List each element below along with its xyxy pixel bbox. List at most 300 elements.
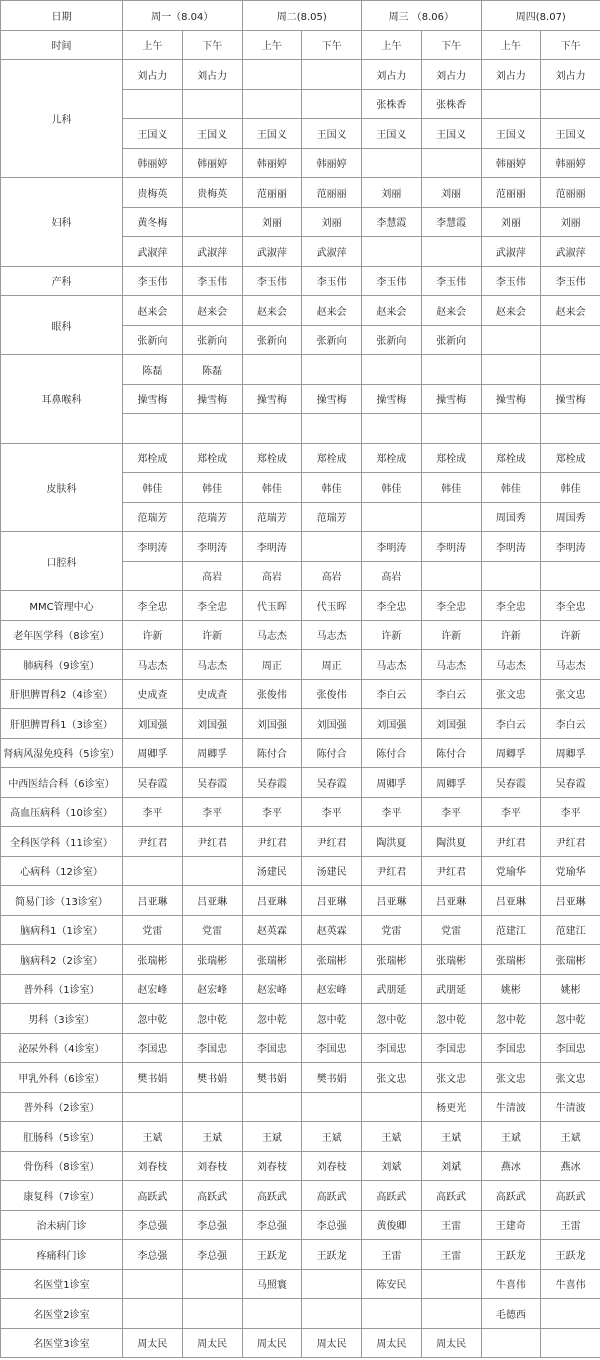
doctor-cell: 刘占力	[541, 60, 600, 90]
department-name: 疼痛科门诊	[1, 1240, 123, 1270]
doctor-cell: 刘春枝	[242, 1151, 302, 1181]
doctor-cell: 杨更光	[421, 1092, 481, 1122]
doctor-cell: 范丽丽	[541, 178, 600, 208]
doctor-cell: 李明涛	[362, 532, 422, 562]
doctor-cell: 赵来会	[123, 296, 183, 326]
doctor-cell	[242, 355, 302, 385]
doctor-cell	[481, 414, 541, 444]
doctor-cell: 忽中乾	[182, 1004, 242, 1034]
doctor-cell: 尹红君	[481, 827, 541, 857]
doctor-cell	[362, 414, 422, 444]
doctor-cell: 吕亚琳	[182, 886, 242, 916]
doctor-cell: 王国义	[182, 119, 242, 149]
schedule-row	[1, 679, 600, 709]
doctor-cell: 韩丽婷	[123, 148, 183, 178]
doctor-cell: 李全忠	[182, 591, 242, 621]
doctor-cell: 李平	[362, 797, 422, 827]
doctor-cell: 许新	[541, 620, 600, 650]
doctor-cell: 尹红君	[421, 856, 481, 886]
doctor-cell: 陈付合	[242, 738, 302, 768]
doctor-cell: 王国义	[123, 119, 183, 149]
schedule-row	[1, 1122, 600, 1152]
pm-header: 下午	[302, 30, 362, 60]
schedule-row	[1, 886, 600, 916]
doctor-cell: 操雪梅	[182, 384, 242, 414]
department-name: 脑病科1（1诊室）	[1, 915, 123, 945]
doctor-cell	[302, 355, 362, 385]
department-name: 皮肤科	[1, 443, 123, 532]
department-name: 老年医学科（8诊室）	[1, 620, 123, 650]
department-name: 简易门诊（13诊室）	[1, 886, 123, 916]
doctor-cell: 周太民	[362, 1328, 422, 1358]
doctor-cell: 高岩	[362, 561, 422, 591]
doctor-cell: 刘丽	[302, 207, 362, 237]
doctor-cell: 忽中乾	[541, 1004, 600, 1034]
doctor-cell	[481, 1328, 541, 1358]
schedule-row	[1, 1328, 600, 1358]
doctor-cell: 李全忠	[541, 591, 600, 621]
doctor-cell: 武淑萍	[242, 237, 302, 267]
doctor-cell: 张瑞彬	[481, 945, 541, 975]
doctor-cell	[421, 1269, 481, 1299]
header-date-row	[1, 1, 600, 31]
doctor-cell: 韩佳	[421, 473, 481, 503]
doctor-cell: 周太民	[182, 1328, 242, 1358]
doctor-cell: 武朋延	[362, 974, 422, 1004]
department-name: 肝胆脾胃科1（3诊室）	[1, 709, 123, 739]
doctor-cell	[362, 355, 422, 385]
schedule-row	[1, 1210, 600, 1240]
department-name: 男科（3诊室）	[1, 1004, 123, 1034]
department-name: 骨伤科（8诊室）	[1, 1151, 123, 1181]
doctor-cell: 党雷	[123, 915, 183, 945]
doctor-cell: 赵来会	[421, 296, 481, 326]
doctor-cell: 燕冰	[541, 1151, 600, 1181]
doctor-cell: 李国忠	[541, 1033, 600, 1063]
doctor-cell	[242, 89, 302, 119]
doctor-cell: 吕亚琳	[302, 886, 362, 916]
doctor-cell: 李总强	[123, 1240, 183, 1270]
doctor-cell: 党雷	[182, 915, 242, 945]
doctor-cell: 许新	[421, 620, 481, 650]
doctor-cell: 党瑜华	[481, 856, 541, 886]
doctor-cell: 王雷	[362, 1240, 422, 1270]
department-name: 心病科（12诊室）	[1, 856, 123, 886]
department-name: 肾病风湿免疫科（5诊室）	[1, 738, 123, 768]
doctor-cell: 吴春霞	[182, 768, 242, 798]
doctor-cell: 赵来会	[541, 296, 600, 326]
doctor-cell: 史成查	[182, 679, 242, 709]
doctor-cell: 忽中乾	[421, 1004, 481, 1034]
doctor-cell: 王斌	[481, 1122, 541, 1152]
doctor-cell: 吕亚琳	[541, 886, 600, 916]
schedule-row	[1, 1033, 600, 1063]
schedule-row	[1, 945, 600, 975]
doctor-cell: 赵宏峰	[182, 974, 242, 1004]
doctor-cell	[481, 561, 541, 591]
doctor-cell: 范丽丽	[302, 178, 362, 208]
doctor-cell: 李平	[421, 797, 481, 827]
doctor-cell: 周卿孚	[362, 768, 422, 798]
schedule-row	[1, 709, 600, 739]
doctor-cell	[242, 1299, 302, 1329]
doctor-cell: 李平	[182, 797, 242, 827]
doctor-cell: 周国秀	[481, 502, 541, 532]
doctor-cell	[302, 1269, 362, 1299]
doctor-cell: 赵来会	[302, 296, 362, 326]
pm-header: 下午	[541, 30, 600, 60]
doctor-cell	[302, 89, 362, 119]
doctor-cell: 马志杰	[421, 650, 481, 680]
doctor-cell: 张瑞彬	[123, 945, 183, 975]
doctor-cell: 范建江	[481, 915, 541, 945]
doctor-cell: 王国义	[541, 119, 600, 149]
doctor-cell: 张文忠	[481, 679, 541, 709]
doctor-cell: 王雷	[541, 1210, 600, 1240]
doctor-cell: 吕亚琳	[421, 886, 481, 916]
doctor-cell: 张瑞彬	[242, 945, 302, 975]
doctor-cell: 刘丽	[541, 207, 600, 237]
day-header-tue: 周二(8.05)	[242, 1, 362, 31]
doctor-cell: 吕亚琳	[123, 886, 183, 916]
doctor-cell: 郑栓成	[362, 443, 422, 473]
doctor-cell: 赵来会	[481, 296, 541, 326]
doctor-cell: 刘国强	[421, 709, 481, 739]
department-name: 产科	[1, 266, 123, 296]
doctor-cell: 赵宏峰	[123, 974, 183, 1004]
schedule-row	[1, 738, 600, 768]
doctor-cell: 郑栓成	[123, 443, 183, 473]
doctor-cell: 李全忠	[123, 591, 183, 621]
doctor-cell: 韩佳	[541, 473, 600, 503]
day-header-mon: 周一（8.04）	[123, 1, 243, 31]
doctor-cell: 刘丽	[362, 178, 422, 208]
doctor-cell: 陈安民	[362, 1269, 422, 1299]
time-header-cell: 时间	[1, 30, 123, 60]
doctor-cell	[481, 355, 541, 385]
doctor-cell	[123, 1092, 183, 1122]
doctor-cell: 王雷	[421, 1240, 481, 1270]
doctor-cell: 郑栓成	[481, 443, 541, 473]
doctor-cell: 刘占力	[123, 60, 183, 90]
doctor-cell: 陶洪夏	[362, 827, 422, 857]
schedule-row	[1, 915, 600, 945]
doctor-cell	[182, 1299, 242, 1329]
doctor-cell	[242, 1092, 302, 1122]
doctor-cell: 韩佳	[242, 473, 302, 503]
doctor-cell: 李总强	[182, 1210, 242, 1240]
doctor-cell: 韩丽婷	[481, 148, 541, 178]
department-name: 名医堂3诊室	[1, 1328, 123, 1358]
doctor-cell: 武淑萍	[182, 237, 242, 267]
doctor-cell	[541, 89, 600, 119]
doctor-cell: 贵梅英	[123, 178, 183, 208]
doctor-cell: 刘丽	[421, 178, 481, 208]
doctor-cell: 忽中乾	[302, 1004, 362, 1034]
department-name: 脑病科2（2诊室）	[1, 945, 123, 975]
day-header-wed: 周三 （8.06）	[362, 1, 482, 31]
doctor-cell	[302, 532, 362, 562]
doctor-cell: 马志杰	[362, 650, 422, 680]
doctor-cell: 王建奇	[481, 1210, 541, 1240]
doctor-cell: 刘国强	[302, 709, 362, 739]
doctor-cell: 张文忠	[362, 1063, 422, 1093]
doctor-cell: 李玉伟	[541, 266, 600, 296]
doctor-cell: 李慧霞	[421, 207, 481, 237]
doctor-cell	[123, 414, 183, 444]
doctor-cell	[421, 414, 481, 444]
doctor-cell: 李全忠	[362, 591, 422, 621]
doctor-cell: 王跃龙	[242, 1240, 302, 1270]
doctor-cell: 郑栓成	[242, 443, 302, 473]
doctor-cell: 范丽丽	[481, 178, 541, 208]
doctor-cell	[541, 414, 600, 444]
doctor-cell	[302, 414, 362, 444]
doctor-cell: 武淑萍	[302, 237, 362, 267]
doctor-cell: 张新向	[362, 325, 422, 355]
doctor-cell: 郑栓成	[302, 443, 362, 473]
doctor-cell: 王斌	[182, 1122, 242, 1152]
doctor-cell: 赵来会	[182, 296, 242, 326]
schedule-row	[1, 178, 600, 208]
doctor-cell	[182, 1269, 242, 1299]
doctor-cell	[362, 502, 422, 532]
doctor-cell: 赵来会	[362, 296, 422, 326]
doctor-cell: 吴春霞	[302, 768, 362, 798]
doctor-cell: 王跃龙	[302, 1240, 362, 1270]
doctor-cell	[541, 325, 600, 355]
doctor-cell: 王国义	[362, 119, 422, 149]
doctor-cell	[481, 325, 541, 355]
doctor-cell	[182, 856, 242, 886]
doctor-cell: 张瑞彬	[421, 945, 481, 975]
doctor-cell: 高岩	[302, 561, 362, 591]
doctor-cell: 张新向	[182, 325, 242, 355]
doctor-cell: 操雪梅	[242, 384, 302, 414]
doctor-cell: 刘占力	[182, 60, 242, 90]
schedule-row	[1, 1092, 600, 1122]
doctor-cell: 赵英霖	[242, 915, 302, 945]
doctor-cell: 范建江	[541, 915, 600, 945]
doctor-cell: 李明涛	[242, 532, 302, 562]
doctor-cell: 王国义	[242, 119, 302, 149]
doctor-cell	[182, 1092, 242, 1122]
day-header-thu: 周四(8.07)	[481, 1, 600, 31]
schedule-row	[1, 591, 600, 621]
doctor-cell: 忽中乾	[481, 1004, 541, 1034]
doctor-cell: 韩佳	[362, 473, 422, 503]
department-name: 普外科（1诊室）	[1, 974, 123, 1004]
doctor-cell: 刘春枝	[302, 1151, 362, 1181]
doctor-cell: 樊书娟	[302, 1063, 362, 1093]
doctor-cell: 张瑞彬	[541, 945, 600, 975]
doctor-cell: 周卿孚	[541, 738, 600, 768]
doctor-cell: 韩丽婷	[182, 148, 242, 178]
doctor-cell	[242, 60, 302, 90]
doctor-cell: 史成查	[123, 679, 183, 709]
schedule-row	[1, 768, 600, 798]
doctor-cell: 郑栓成	[541, 443, 600, 473]
doctor-cell	[123, 89, 183, 119]
doctor-cell: 李白云	[362, 679, 422, 709]
doctor-cell: 许新	[182, 620, 242, 650]
doctor-cell: 李玉伟	[362, 266, 422, 296]
doctor-cell: 尹红君	[302, 827, 362, 857]
doctor-cell: 毛德西	[481, 1299, 541, 1329]
doctor-cell: 王跃龙	[481, 1240, 541, 1270]
doctor-cell: 王国义	[302, 119, 362, 149]
schedule-row	[1, 1063, 600, 1093]
doctor-cell: 陈磊	[182, 355, 242, 385]
doctor-cell: 操雪梅	[541, 384, 600, 414]
schedule-row	[1, 296, 600, 326]
doctor-cell: 李玉伟	[182, 266, 242, 296]
schedule-row	[1, 1299, 600, 1329]
doctor-cell: 李玉伟	[242, 266, 302, 296]
doctor-cell: 韩丽婷	[302, 148, 362, 178]
doctor-cell: 操雪梅	[421, 384, 481, 414]
doctor-cell: 武淑萍	[123, 237, 183, 267]
doctor-cell: 马志杰	[541, 650, 600, 680]
doctor-cell: 赵宏峰	[242, 974, 302, 1004]
doctor-cell: 张新向	[302, 325, 362, 355]
doctor-cell: 樊书娟	[123, 1063, 183, 1093]
doctor-cell	[541, 561, 600, 591]
doctor-cell: 赵英霖	[302, 915, 362, 945]
doctor-cell: 王斌	[302, 1122, 362, 1152]
doctor-cell: 张新向	[242, 325, 302, 355]
doctor-cell: 李白云	[421, 679, 481, 709]
doctor-cell: 张俊伟	[242, 679, 302, 709]
schedule-row	[1, 532, 600, 562]
doctor-cell: 范瑞芳	[182, 502, 242, 532]
doctor-cell: 李平	[242, 797, 302, 827]
date-header-cell: 日期	[1, 1, 123, 31]
doctor-cell: 刘国强	[182, 709, 242, 739]
doctor-cell	[302, 1299, 362, 1329]
doctor-cell: 王国义	[481, 119, 541, 149]
doctor-cell: 高跃武	[123, 1181, 183, 1211]
doctor-cell	[182, 89, 242, 119]
department-name: 耳鼻喉科	[1, 355, 123, 444]
doctor-cell: 代玉晖	[242, 591, 302, 621]
doctor-cell: 李全忠	[421, 591, 481, 621]
department-name: 全科医学科（11诊室）	[1, 827, 123, 857]
doctor-cell: 李玉伟	[123, 266, 183, 296]
doctor-cell: 刘斌	[362, 1151, 422, 1181]
doctor-cell: 牛喜伟	[481, 1269, 541, 1299]
doctor-cell: 忽中乾	[362, 1004, 422, 1034]
doctor-cell	[421, 148, 481, 178]
doctor-cell: 王雷	[421, 1210, 481, 1240]
doctor-cell: 范瑞芳	[242, 502, 302, 532]
doctor-cell: 尹红君	[123, 827, 183, 857]
doctor-cell: 樊书娟	[242, 1063, 302, 1093]
doctor-cell: 吕亚琳	[362, 886, 422, 916]
doctor-cell: 李白云	[481, 709, 541, 739]
doctor-cell: 汤建民	[242, 856, 302, 886]
doctor-cell: 党雷	[362, 915, 422, 945]
doctor-cell: 代玉晖	[302, 591, 362, 621]
doctor-cell	[421, 355, 481, 385]
doctor-cell: 韩佳	[123, 473, 183, 503]
doctor-cell: 韩丽婷	[242, 148, 302, 178]
doctor-cell: 张文忠	[481, 1063, 541, 1093]
doctor-cell: 周太民	[421, 1328, 481, 1358]
doctor-cell: 马志杰	[481, 650, 541, 680]
doctor-cell: 马志杰	[123, 650, 183, 680]
doctor-cell	[182, 207, 242, 237]
doctor-cell	[182, 414, 242, 444]
am-header: 上午	[123, 30, 183, 60]
schedule-row	[1, 650, 600, 680]
doctor-cell	[302, 1092, 362, 1122]
doctor-cell: 张俊伟	[302, 679, 362, 709]
doctor-cell: 李平	[541, 797, 600, 827]
department-name: 普外科（2诊室）	[1, 1092, 123, 1122]
doctor-cell: 韩佳	[182, 473, 242, 503]
doctor-cell: 李明涛	[421, 532, 481, 562]
doctor-cell: 王国义	[421, 119, 481, 149]
doctor-cell: 韩丽婷	[541, 148, 600, 178]
doctor-cell: 马照寰	[242, 1269, 302, 1299]
doctor-cell: 李明涛	[182, 532, 242, 562]
schedule-row	[1, 1004, 600, 1034]
department-name: 中西医结合科（6诊室）	[1, 768, 123, 798]
doctor-cell	[123, 1269, 183, 1299]
doctor-cell: 党瑜华	[541, 856, 600, 886]
doctor-cell: 吴春霞	[123, 768, 183, 798]
doctor-cell: 燕冰	[481, 1151, 541, 1181]
doctor-cell: 刘春枝	[123, 1151, 183, 1181]
doctor-cell: 李平	[123, 797, 183, 827]
doctor-cell: 赵来会	[242, 296, 302, 326]
doctor-cell: 韩佳	[481, 473, 541, 503]
doctor-cell: 陈磊	[123, 355, 183, 385]
doctor-cell	[481, 89, 541, 119]
doctor-cell	[362, 237, 422, 267]
doctor-cell: 吕亚琳	[242, 886, 302, 916]
department-name: 治未病门诊	[1, 1210, 123, 1240]
doctor-cell: 高跃武	[421, 1181, 481, 1211]
pm-header: 下午	[421, 30, 481, 60]
doctor-cell: 王斌	[123, 1122, 183, 1152]
doctor-cell: 李国忠	[362, 1033, 422, 1063]
doctor-cell: 李明涛	[481, 532, 541, 562]
doctor-cell: 高跃武	[302, 1181, 362, 1211]
doctor-cell: 李玉伟	[481, 266, 541, 296]
doctor-cell: 张新向	[123, 325, 183, 355]
doctor-cell	[302, 60, 362, 90]
am-header: 上午	[362, 30, 422, 60]
doctor-cell: 王斌	[541, 1122, 600, 1152]
doctor-cell: 张株香	[421, 89, 481, 119]
doctor-cell: 周正	[242, 650, 302, 680]
department-name: 名医堂1诊室	[1, 1269, 123, 1299]
doctor-cell: 尹红君	[541, 827, 600, 857]
doctor-cell: 黄冬梅	[123, 207, 183, 237]
doctor-cell: 张瑞彬	[362, 945, 422, 975]
doctor-cell: 武淑萍	[541, 237, 600, 267]
doctor-cell: 高跃武	[362, 1181, 422, 1211]
doctor-cell: 贵梅英	[182, 178, 242, 208]
doctor-cell: 高跃武	[541, 1181, 600, 1211]
doctor-cell: 张文忠	[421, 1063, 481, 1093]
am-header: 上午	[242, 30, 302, 60]
doctor-cell	[123, 856, 183, 886]
doctor-cell: 牛喜伟	[541, 1269, 600, 1299]
doctor-cell: 刘丽	[481, 207, 541, 237]
